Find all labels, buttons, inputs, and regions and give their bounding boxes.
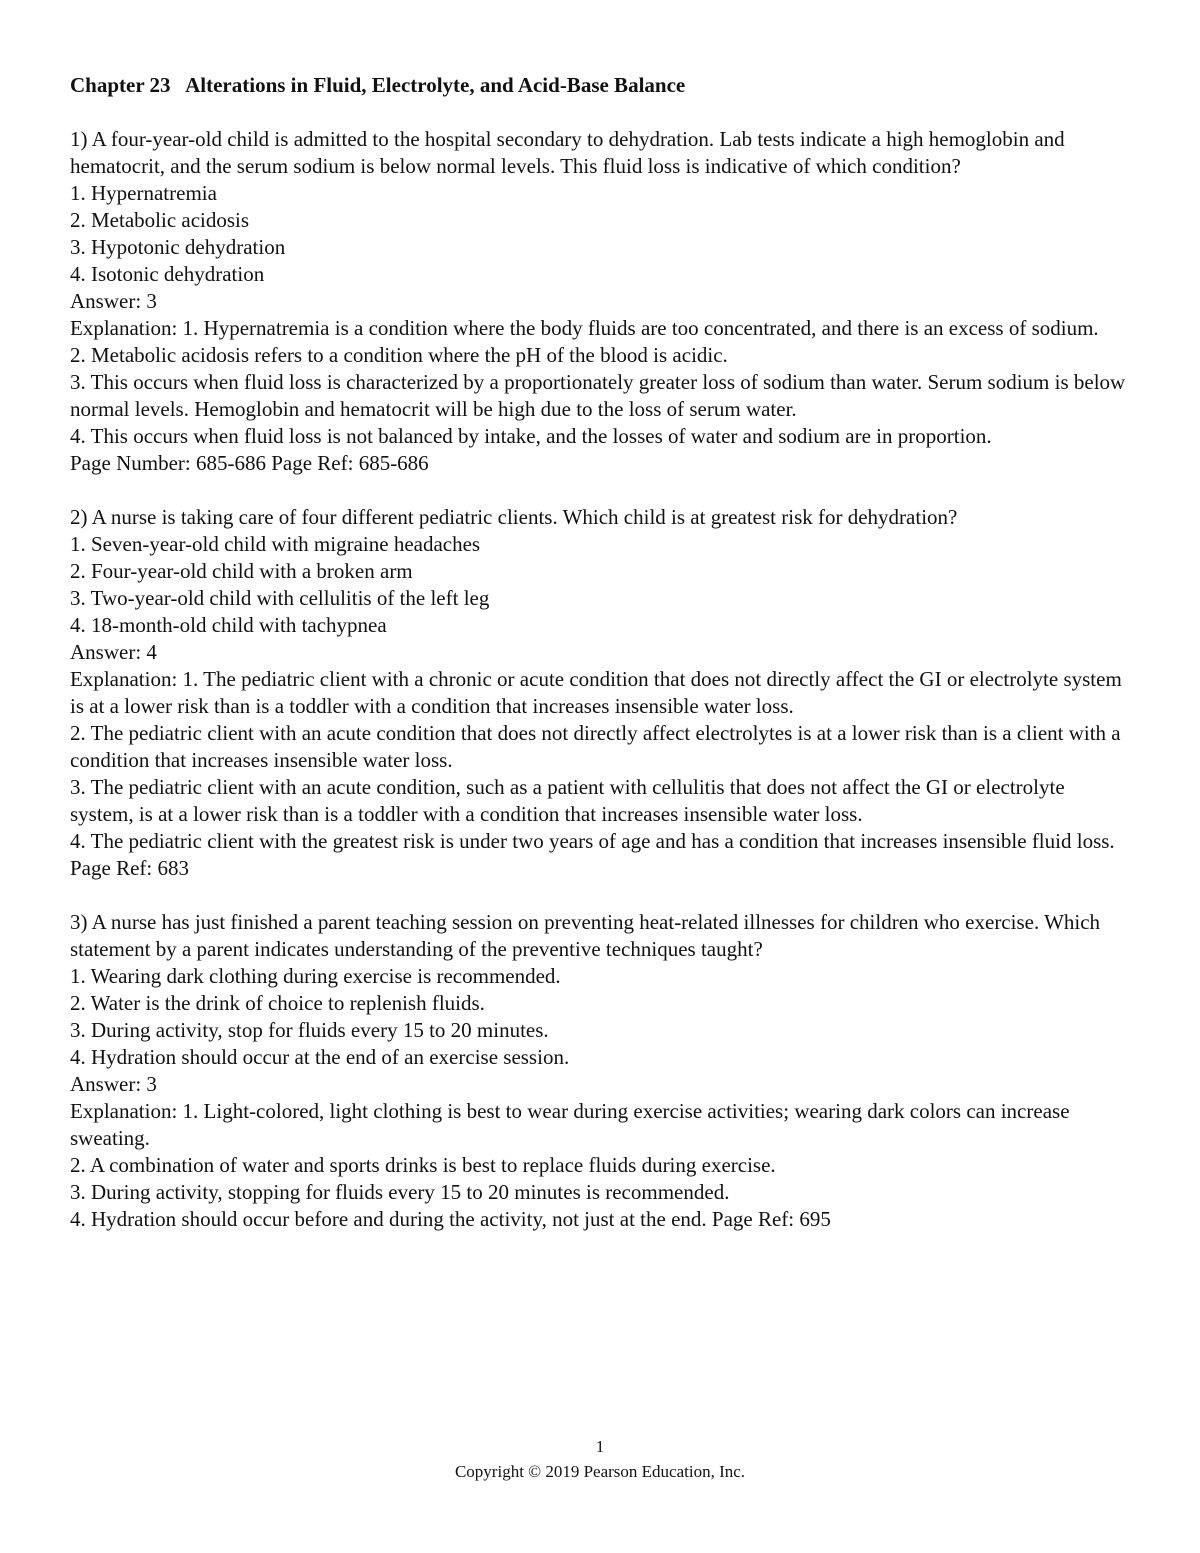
question-stem: 3) A nurse has just finished a parent teaching session on preventing heat-related illnesses for children who exercise. Which statement by a parent indicates understanding of the preventive techniques taught? bbox=[70, 910, 1101, 961]
explanation-line: 2. Metabolic acidosis refers to a condition where the pH of the blood is acidic. bbox=[70, 343, 728, 367]
question-1 bbox=[70, 126, 1132, 477]
answer-option: 3. During activity, stop for fluids every 15 to 20 minutes. bbox=[70, 1018, 549, 1042]
explanation-line: Explanation: 1. Light-colored, light clothing is best to wear during exercise activities; wearing dark colors can increase sweating. bbox=[70, 1099, 1070, 1150]
answer-option: 4. Isotonic dehydration bbox=[70, 262, 265, 286]
answer-key: Answer: 3 bbox=[70, 1072, 157, 1096]
copyright-notice: Copyright © 2019 Pearson Education, Inc. bbox=[454, 1462, 746, 1481]
page-reference: Page Number: 685-686 Page Ref: 685-686 bbox=[70, 451, 429, 475]
answer-option: 2. Water is the drink of choice to replenish fluids. bbox=[70, 991, 485, 1015]
explanation-line: 3. During activity, stopping for fluids every 15 to 20 minutes is recommended. bbox=[70, 1180, 730, 1204]
answer-key: Answer: 4 bbox=[70, 640, 157, 664]
answer-option: 4. Hydration should occur at the end of an exercise session. bbox=[70, 1045, 570, 1069]
question-2 bbox=[70, 504, 1132, 882]
explanation-line: 4. Hydration should occur before and during the activity, not just at the end. Page Ref: 695 bbox=[70, 1207, 831, 1231]
explanation-line: Explanation: 1. Hypernatremia is a condition where the body fluids are too concentrated, and there is an excess of sodium. bbox=[70, 316, 1099, 340]
explanation-line: 3. The pediatric client with an acute condition, such as a patient with cellulitis that does not affect the GI or electrolyte system, is at a lower risk than is a toddler with a condition that increases insensible water loss. bbox=[70, 775, 1065, 826]
explanation-line: 4. This occurs when fluid loss is not balanced by intake, and the losses of water and sodium are in proportion. bbox=[70, 424, 992, 448]
answer-option: 3. Hypotonic dehydration bbox=[70, 235, 286, 259]
answer-option: 1. Hypernatremia bbox=[70, 181, 217, 205]
question-stem: 2) A nurse is taking care of four different pediatric clients. Which child is at greatest risk for dehydration? bbox=[70, 505, 958, 529]
explanation-line: 2. The pediatric client with an acute condition that does not directly affect electrolytes is at a lower risk than is a client with a condition that increases insensible water loss. bbox=[70, 721, 1121, 772]
explanation-line: Explanation: 1. The pediatric client with a chronic or acute condition that does not directly affect the GI or electrolyte system is at a lower risk than is a toddler with a condition that increases insensible water loss. bbox=[70, 667, 1122, 718]
answer-option: 2. Metabolic acidosis bbox=[70, 208, 250, 232]
explanation-line: 3. This occurs when fluid loss is characterized by a proportionately greater loss of sodium than water. Serum sodium is below normal levels. Hemoglobin and hematocrit will be high due to the loss of serum water. bbox=[70, 370, 1126, 421]
answer-option: 4. 18-month-old child with tachypnea bbox=[70, 613, 387, 637]
question-stem: 1) A four-year-old child is admitted to the hospital secondary to dehydration. Lab tests indicate a high hemoglobin and hematocrit, and the serum sodium is below normal levels. This fluid loss is indicative of which condition? bbox=[70, 127, 1065, 178]
explanation-line: 2. A combination of water and sports drinks is best to replace fluids during exercise. bbox=[70, 1153, 776, 1177]
answer-option: 3. Two-year-old child with cellulitis of the left leg bbox=[70, 586, 490, 610]
answer-option: 1. Seven-year-old child with migraine headaches bbox=[70, 532, 481, 556]
chapter-title: Chapter 23 Alterations in Fluid, Electrolyte, and Acid-Base Balance bbox=[70, 73, 686, 97]
page-number: 1 bbox=[595, 1437, 605, 1456]
question-3 bbox=[70, 909, 1132, 1233]
answer-key: Answer: 3 bbox=[70, 289, 157, 313]
answer-option: 1. Wearing dark clothing during exercise is recommended. bbox=[70, 964, 561, 988]
explanation-line: 4. The pediatric client with the greatest risk is under two years of age and has a condition that increases insensible fluid loss. Page Ref: 683 bbox=[70, 829, 1115, 880]
page-content bbox=[70, 72, 1132, 1260]
answer-option: 2. Four-year-old child with a broken arm bbox=[70, 559, 413, 583]
